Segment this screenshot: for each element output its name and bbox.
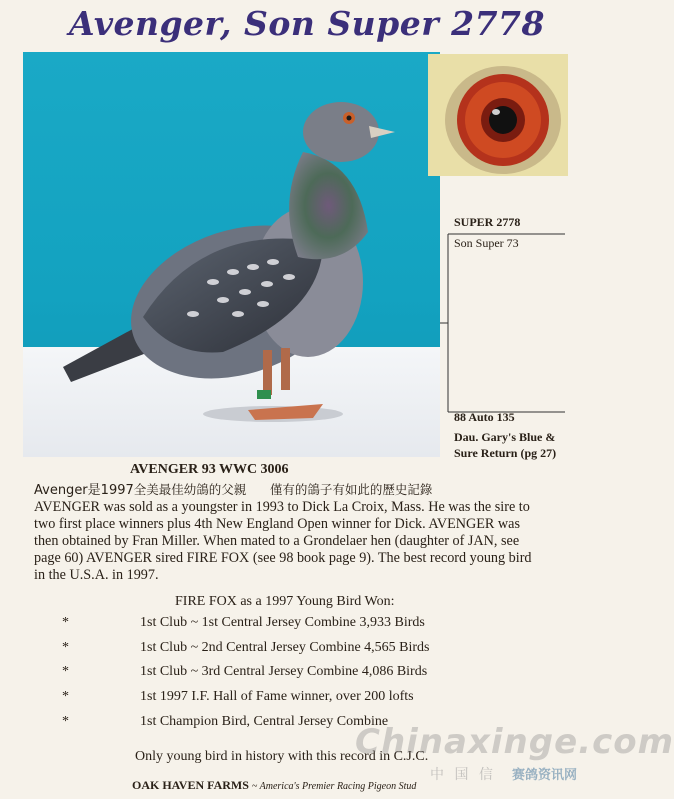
- record-note: Only young bird in history with this record in C.J.C.: [135, 749, 429, 764]
- bullet-star-icon: *: [62, 615, 69, 630]
- pedigree-dam-line1: Dau. Gary's Blue &: [454, 430, 556, 444]
- eye-icon: [428, 54, 568, 176]
- description-line: two first place winners plus 4th New England Open winner for Dick. AVENGER was: [34, 516, 520, 532]
- pigeon-eye-photo: [428, 54, 568, 176]
- farm-tagline: ~ America's Premier Racing Pigeon Stud: [251, 781, 417, 792]
- description-year: 1997: [100, 483, 134, 498]
- description-lead: Avenger是: [34, 483, 101, 498]
- description: [34, 481, 589, 584]
- achievement-text: 1st Club ~ 1st Central Jersey Combine 3,933 Birds: [140, 615, 425, 630]
- pedigree-sire-sire: Son Super 73: [454, 236, 519, 250]
- description-cn-2: 僅有的鴿子有如此的歷史記錄: [269, 482, 433, 497]
- pigeon-photo: [23, 52, 440, 457]
- watermark: Chinaxinge.com: [355, 722, 674, 762]
- description-line: page 60) AVENGER sired FIRE FOX (see 98 book page 9). The best record young bird: [34, 550, 532, 566]
- achievement-text: 1st Club ~ 2nd Central Jersey Combine 4,565 Birds: [140, 640, 430, 655]
- watermark-sub2: 赛鸽资讯网: [512, 768, 578, 783]
- farm-name: OAK HAVEN FARMS: [132, 778, 249, 792]
- bullet-star-icon: *: [62, 640, 69, 655]
- pigeon-icon: [23, 52, 440, 457]
- bullet-star-icon: *: [62, 714, 69, 729]
- achievement-text: 1st Club ~ 3rd Central Jersey Combine 4,086 Birds: [140, 664, 428, 679]
- page-title: Avenger, Son Super 2778: [69, 4, 545, 43]
- bird-caption: AVENGER 93 WWC 3006: [130, 462, 289, 477]
- farm-footer: [132, 778, 416, 793]
- achievement-text: 1st Champion Bird, Central Jersey Combine: [140, 714, 389, 729]
- pedigree-dam-line2: Sure Return (pg 27): [454, 446, 557, 460]
- achievement-text: 1st 1997 I.F. Hall of Fame winner, over 200 lofts: [140, 689, 414, 704]
- description-line: then obtained by Fran Miller. When mated to a Grondelaer hen (daughter of JAN, see: [34, 533, 520, 549]
- achievements-heading: FIRE FOX as a 1997 Young Bird Won:: [175, 594, 395, 609]
- description-cn-1: 全美最佳幼鴿的父親: [133, 482, 247, 497]
- bullet-star-icon: *: [62, 664, 69, 679]
- watermark-sub: 中 国 信: [430, 767, 496, 783]
- description-line: AVENGER was sold as a youngster in 1993 to Dick La Croix, Mass. He was the sire to: [34, 499, 530, 515]
- bullet-star-icon: *: [62, 689, 69, 704]
- description-line-cn: [34, 481, 589, 499]
- description-line: in the U.S.A. in 1997.: [34, 567, 159, 583]
- pedigree-sire-dam: 88 Auto 135: [454, 410, 515, 424]
- pedigree-sire: SUPER 2778: [454, 215, 521, 229]
